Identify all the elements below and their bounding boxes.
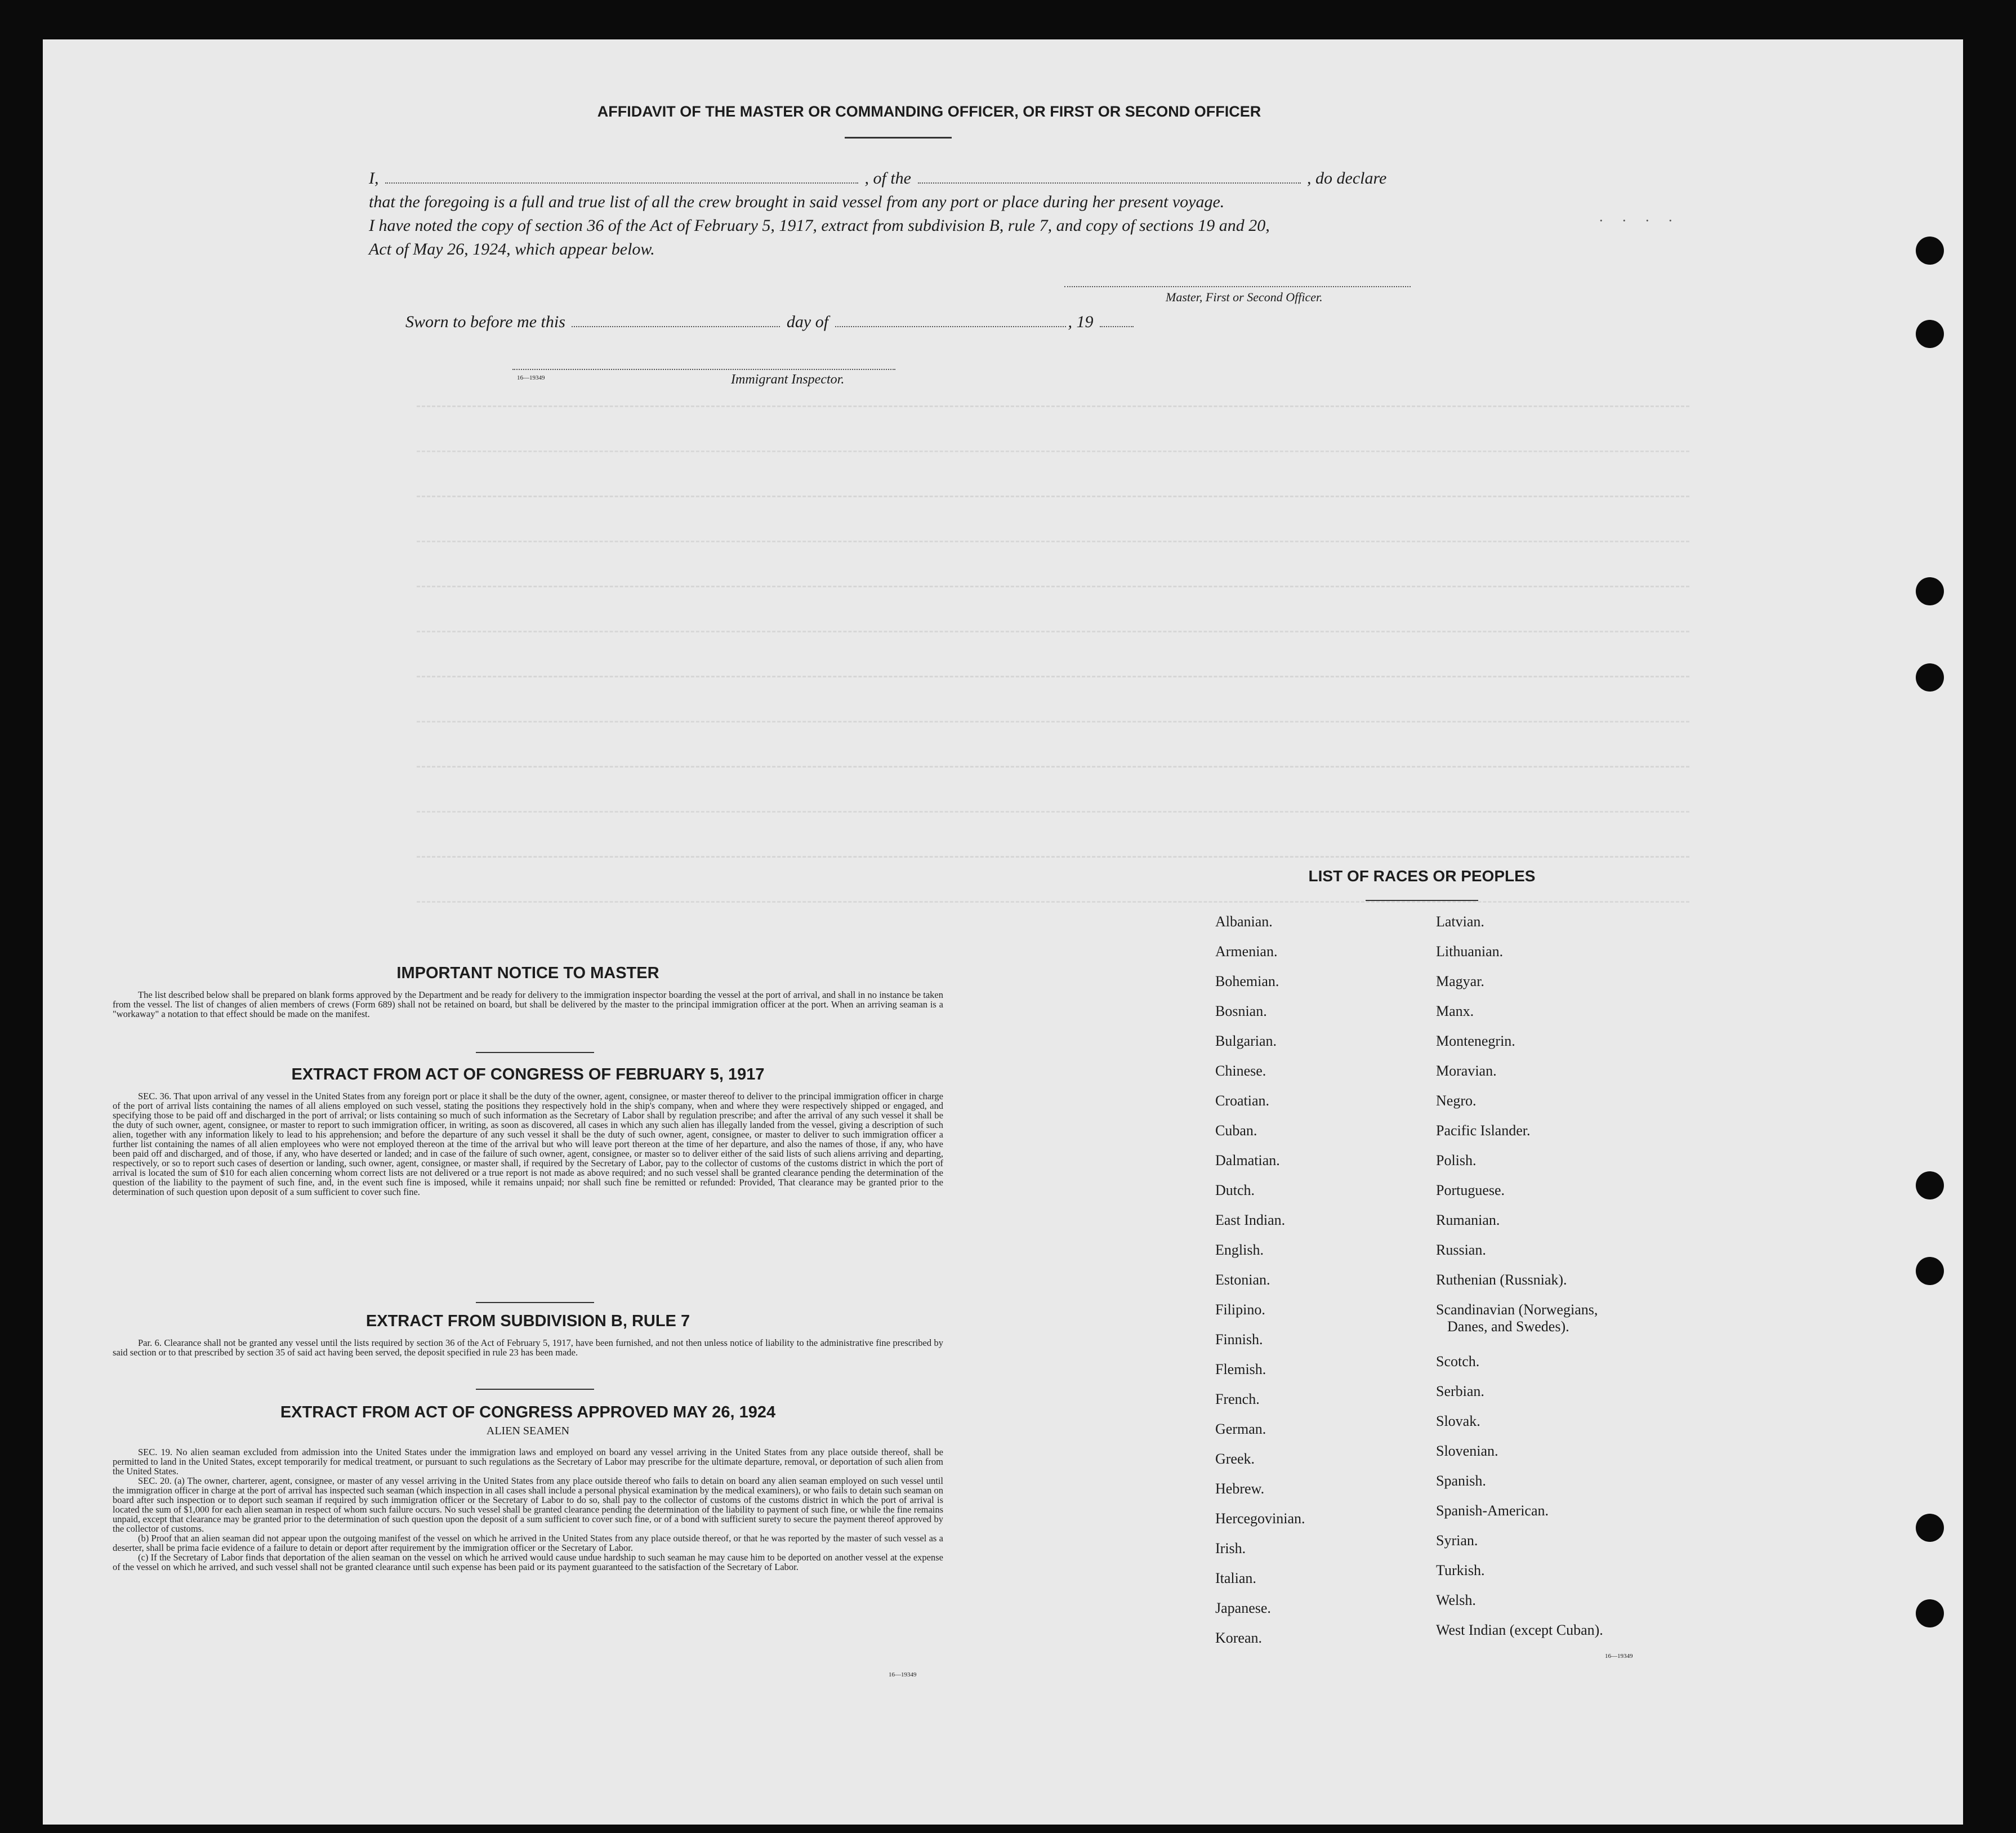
affidavit-title: AFFIDAVIT OF THE MASTER OR COMMANDING OFFICER, OR FIRST OR SECOND OFFICER — [597, 103, 1261, 120]
race-item: Irish. — [1215, 1540, 1246, 1557]
binder-hole — [1916, 320, 1944, 348]
race-item: Armenian. — [1215, 943, 1278, 960]
race-item: Finnish. — [1215, 1331, 1263, 1348]
affidavit-of-the: , of the — [864, 169, 911, 188]
extract-1917-text — [113, 1091, 943, 1197]
section-rule — [476, 1052, 594, 1053]
race-item: Scotch. — [1436, 1353, 1480, 1370]
signature-label: Master, First or Second Officer. — [1166, 290, 1323, 304]
affidavit-body — [369, 167, 1433, 261]
binder-hole — [1916, 1171, 1944, 1199]
race-item: Scandinavian (Norwegians, — [1436, 1301, 1598, 1318]
notice-title: IMPORTANT NOTICE TO MASTER — [396, 964, 659, 982]
master-name-field[interactable] — [385, 182, 858, 184]
sworn-day-of: day of — [786, 313, 829, 331]
affidavit-declare: , do declare — [1307, 169, 1387, 188]
rule7-title: EXTRACT FROM SUBDIVISION B, RULE 7 — [365, 1312, 690, 1330]
title-rule — [845, 137, 952, 139]
race-item: Polish. — [1436, 1152, 1477, 1169]
race-item: Russian. — [1436, 1242, 1486, 1258]
affidavit-line4: Act of May 26, 1924, which appear below. — [369, 240, 655, 258]
extract-1924-title: EXTRACT FROM ACT OF CONGRESS APPROVED MAY 26, 1924 — [280, 1403, 776, 1421]
race-item: Dalmatian. — [1215, 1152, 1280, 1169]
sec20a-paragraph: SEC. 20. (a) The owner, charterer, agent, consignee, or master of any vessel arriving in the United States from any place outside thereof who fails to detain on board any alien seaman employed on such vessel until the immigration officer in charge at the port of arrival has inspected such seaman (which inspection in all cases shall include a personal physical examination by the medical examiners), or who fails to detain such seaman on board after such inspection or to deport such seaman if required by such immigration officer or the Secretary of Labor to do so, shall pay to the collector of customs of the customs district in which the port of arrival is located the sum of $1,000 for each alien seaman in respect of whom such failure occurs. No such vessel shall be granted clearance pending the determination of the liability to payment of such fine, or while the fine remains unpaid, except that clearance may be granted prior to the determination of such question upon the deposit of a sum sufficient to cover such fine, or of a bond with sufficient surety to secure the payment thereof approved by the collector of customs. — [113, 1475, 943, 1534]
notice-paragraph: The list described below shall be prepared on blank forms approved by the Department and be ready for delivery to the immigration inspector boarding the vessel at the port of arrival, and shall in no instance be taken from the vessel. The list of changes of alien members of crews (Form 689) shall not be retained on board, but shall be delivered by the master to the principal immigration officer at the port. When an arriving seaman is a "workaway" a notation to that effect should be made on the manifest. — [113, 989, 943, 1019]
race-item: West Indian (except Cuban). — [1436, 1622, 1603, 1638]
bleed-through-area — [417, 394, 1712, 946]
affidavit-i: I, — [369, 169, 379, 188]
race-item: Syrian. — [1436, 1532, 1478, 1549]
race-item: German. — [1215, 1421, 1266, 1437]
race-item: Negro. — [1436, 1092, 1477, 1109]
race-item: Filipino. — [1215, 1301, 1265, 1318]
par6-paragraph: Par. 6. Clearance shall not be granted any vessel until the lists required by section 36 of the Act of February 5, 1917, have been furnished, and not then unless notice of liability to the administrative fine prescribed by said section or to that prescribed by section 35 of said act having been served, the deposit specified in rule 23 has been made. — [113, 1337, 943, 1358]
affidavit-form-number: 16—19349 — [517, 374, 545, 381]
sec36-paragraph: SEC. 36. That upon arrival of any vessel in the United States from any foreign port or place it shall be the duty of the owner, agent, consignee, or master thereof to deliver to the principal immigration officer in charge of the port of arrival lists containing the names of all aliens employed on such vessel, stating the positions they respectively hold in the ship's company, when and where they were respectively shipped or engaged, and specifying those to be paid off and discharged in the port of arrival; or lists containing so much of such information as the Secretary of Labor shall by regulation prescribe; and after the arrival of any such vessel it shall be the duty of such owner, agent, consignee, or master to report to such immigration officer, in writing, as soon as discovered, all cases in which any such alien has illegally landed from the vessel, giving a description of such alien, together with any information likely to lead to his apprehension; and before the departure of any such vessel it shall be the duty of such owner, agent, consignee, or master to deliver to such immigration officer a further list containing the names of all alien employees who were not employed thereon at the time of the arrival but who will leave port thereon at the time of her departure, and also the names of those, if any, who have been paid off and discharged, and of those, if any, who have deserted or landed; and in case of the failure of such owner, agent, consignee, or master so to deliver either of the said lists of such aliens arriving and departing, respectively, or so to report such cases of desertion or landing, such owner, agent, consignee, or master shall, if required by the Secretary of Labor, pay to the collector of customs of the customs district in which the port of arrival is located the sum of $10 for each alien concerning whom correct lists are not delivered or a true report is not made as above required; and no such vessel shall be granted clearance pending the determination of the question of the liability to the payment of such fine, and, in the event such fine is imposed, while it remains unpaid; nor shall such fine be remitted or refunded: Provided, That clearance may be granted prior to the determination of such question upon deposit of a sum sufficient to cover such fine. — [113, 1091, 943, 1197]
race-item: Spanish. — [1436, 1473, 1486, 1489]
race-item: Manx. — [1436, 1003, 1474, 1019]
race-item: Flemish. — [1215, 1361, 1266, 1377]
race-item: Bosnian. — [1215, 1003, 1267, 1019]
race-item: Hebrew. — [1215, 1480, 1265, 1497]
race-item: Welsh. — [1436, 1592, 1476, 1608]
race-item: Italian. — [1215, 1570, 1256, 1586]
race-item: Portuguese. — [1436, 1182, 1505, 1198]
race-item: Bulgarian. — [1215, 1033, 1277, 1049]
race-item: Moravian. — [1436, 1063, 1497, 1079]
races-title-rule — [1366, 900, 1478, 901]
race-item: Hercegovinian. — [1215, 1510, 1305, 1527]
binder-hole — [1916, 577, 1944, 605]
section-rule — [476, 1302, 594, 1303]
races-column-2 — [1436, 907, 1603, 1645]
race-item: Chinese. — [1215, 1063, 1266, 1079]
inspector-label: Immigrant Inspector. — [731, 372, 845, 387]
sec20c-paragraph: (c) If the Secretary of Labor finds that deportation of the alien seaman on the vessel on which he arrived would cause undue hardship to such seaman he may cause him to be deported on another vessel at the expense of the vessel on which he arrived, and such vessel shall not be granted clearance until such expense has been paid or its payment guaranteed to the satisfaction of the Secretary of Labor. — [113, 1552, 943, 1572]
race-item: French. — [1215, 1391, 1260, 1407]
race-item: Dutch. — [1215, 1182, 1255, 1198]
affidavit-line2: that the foregoing is a full and true list of all the crew brought in said vessel from any port or place during her present voyage. — [369, 193, 1225, 211]
race-item: Greek. — [1215, 1451, 1255, 1467]
race-item: Danes, and Swedes). — [1447, 1318, 1569, 1335]
sec19-paragraph: SEC. 19. No alien seaman excluded from admission into the United States under the immigration laws and employed on board any vessel arriving in the United States from any place outside thereof, shall be permitted to land in the United States, except temporarily for medical treatment, or pursuant to such regulations as the Secretary of Labor may prescribe for the ultimate departure, removal, or deportation of such alien from the United States. — [113, 1447, 943, 1477]
vessel-name-field[interactable] — [918, 182, 1301, 184]
binder-hole — [1916, 663, 1944, 692]
signature-field[interactable] — [1064, 286, 1411, 287]
sworn-month-field[interactable] — [835, 326, 1066, 327]
leader-dots: . . . . — [1599, 208, 1680, 225]
inspector-signature-field[interactable] — [512, 369, 895, 370]
race-item: Estonian. — [1215, 1272, 1270, 1288]
notice-text — [113, 990, 943, 1019]
race-item: East Indian. — [1215, 1212, 1286, 1228]
race-item: Korean. — [1215, 1630, 1263, 1646]
race-item: Pacific Islander. — [1436, 1122, 1531, 1139]
alien-seamen-subtitle: ALIEN SEAMEN — [486, 1425, 570, 1437]
sworn-line — [405, 313, 1136, 332]
sworn-prefix: Sworn to before me this — [405, 313, 565, 331]
race-item: Magyar. — [1436, 973, 1484, 989]
sworn-day-field[interactable] — [572, 326, 780, 327]
extract-1924-text — [113, 1447, 943, 1572]
race-item: Latvian. — [1436, 913, 1484, 930]
race-item: Lithuanian. — [1436, 943, 1504, 960]
races-form-number: 16—19349 — [1605, 1653, 1633, 1660]
races-title: LIST OF RACES OR PEOPLES — [1308, 867, 1536, 885]
extract-form-number: 16—19349 — [889, 1671, 917, 1678]
race-item: Bohemian. — [1215, 973, 1279, 989]
sec20b-paragraph: (b) Proof that an alien seaman did not appear upon the outgoing manifest of the vessel on which he arrived in the United States from any place outside thereof, or that he was reported by the master of such vessel as a deserter, shall be prima facie evidence of a failure to detain or deport after requirement by the immigration officer or the Secretary of Labor. — [113, 1533, 943, 1553]
race-item: Japanese. — [1215, 1600, 1271, 1616]
race-item: Croatian. — [1215, 1092, 1270, 1109]
race-item: Slovenian. — [1436, 1443, 1498, 1459]
race-item: Spanish-American. — [1436, 1502, 1549, 1519]
sworn-year-field[interactable] — [1100, 326, 1134, 327]
race-item: Cuban. — [1215, 1122, 1257, 1139]
rule7-text — [113, 1338, 943, 1357]
sworn-year: , 19 — [1068, 313, 1094, 331]
race-item: Montenegrin. — [1436, 1033, 1515, 1049]
binder-hole — [1916, 237, 1944, 265]
binder-hole — [1916, 1599, 1944, 1627]
race-item: Ruthenian (Russniak). — [1436, 1272, 1567, 1288]
race-item: English. — [1215, 1242, 1264, 1258]
section-rule — [476, 1389, 594, 1390]
extract-1917-title: EXTRACT FROM ACT OF CONGRESS OF FEBRUARY 5, 1917 — [291, 1065, 765, 1083]
affidavit-line3: I have noted the copy of section 36 of the Act of February 5, 1917, extract from subdivision B, rule 7, and copy of sections 19 and 20, — [369, 216, 1270, 235]
races-column-1 — [1215, 907, 1305, 1653]
binder-hole — [1916, 1514, 1944, 1542]
race-item: Rumanian. — [1436, 1212, 1500, 1228]
binder-hole — [1916, 1257, 1944, 1285]
race-item: Serbian. — [1436, 1383, 1484, 1399]
race-item: Slovak. — [1436, 1413, 1480, 1429]
race-item: Albanian. — [1215, 913, 1273, 930]
race-item: Turkish. — [1436, 1562, 1485, 1578]
